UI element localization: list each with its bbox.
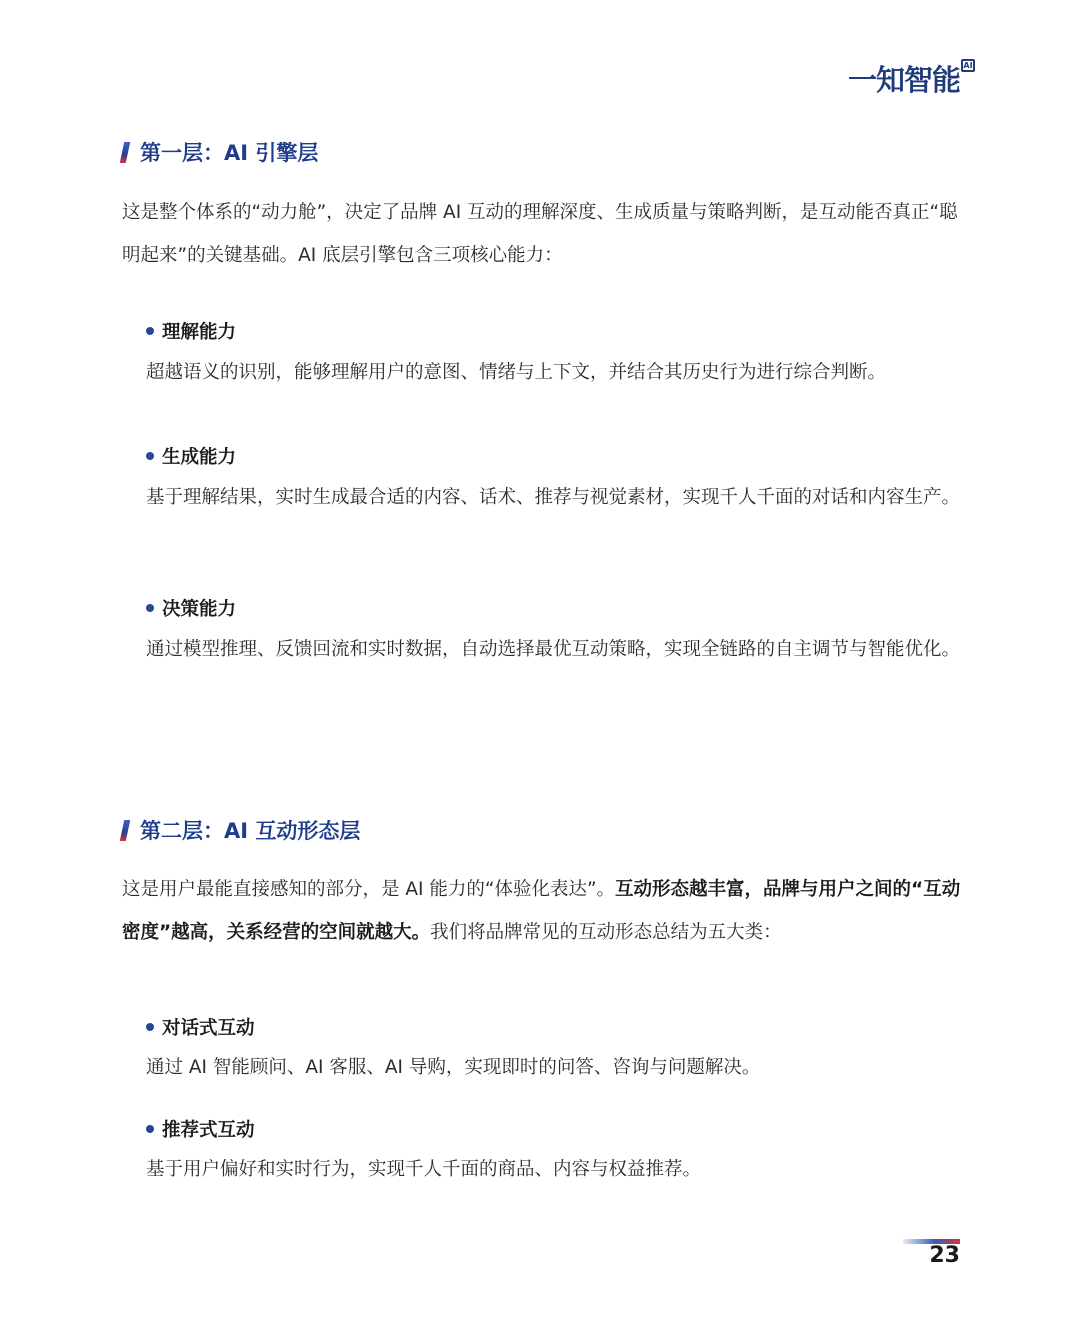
bullet-dot-icon xyxy=(146,327,154,335)
item-title-text: 生成能力 xyxy=(162,447,237,468)
section1-item-3-title xyxy=(146,595,236,621)
page-number: 23 xyxy=(929,1243,960,1268)
section2-intro-part2: 我们将品牌常见的互动形态总结为五大类： xyxy=(430,922,782,943)
section1-intro: 这是整个体系的“动力舱”，决定了品牌 AI 互动的理解深度、生成质量与策略判断，是互动能否真正“聪明起来”的关键基础。AI 底层引擎包含三项核心能力： xyxy=(122,202,958,266)
section2-item-2-desc: 基于用户偏好和实时行为，实现千人千面的商品、内容与权益推荐。 xyxy=(146,1159,702,1180)
item-title-text: 决策能力 xyxy=(162,599,237,620)
bullet-dot-icon xyxy=(146,604,154,612)
heading-accent-bar xyxy=(120,142,130,163)
item-title-text: 推荐式互动 xyxy=(162,1120,255,1141)
bullet-dot-icon xyxy=(146,452,154,460)
section2-item-1-title xyxy=(146,1014,255,1040)
section2-intro xyxy=(122,868,962,954)
section1-item-2-title xyxy=(146,443,236,469)
item-title-text: 对话式互动 xyxy=(162,1018,255,1039)
section1-item-3-desc: 通过模型推理、反馈回流和实时数据，自动选择最优互动策略，实现全链路的自主调节与智能优化。 xyxy=(146,639,961,660)
section1-heading-text: 第一层：AI 引擎层 xyxy=(140,141,319,165)
bullet-dot-icon xyxy=(146,1125,154,1133)
section1-item-1-title xyxy=(146,318,236,344)
brand-logo: 一知智能 xyxy=(848,63,961,97)
section1-heading xyxy=(122,137,318,167)
section2-item-2-title xyxy=(146,1116,255,1142)
section2-heading-text: 第二层：AI 互动形态层 xyxy=(140,819,361,843)
bullet-dot-icon xyxy=(146,1023,154,1031)
brand-badge: AI xyxy=(961,59,975,72)
section2-intro-part1: 这是用户最能直接感知的部分，是 AI 能力的“体验化表达”。 xyxy=(122,879,616,900)
section1-item-1-desc: 超越语义的识别，能够理解用户的意图、情绪与上下文，并结合其历史行为进行综合判断。 xyxy=(146,362,887,383)
section2-heading xyxy=(122,815,360,845)
section2-item-1-desc: 通过 AI 智能顾问、AI 客服、AI 导购，实现即时的问答、咨询与问题解决。 xyxy=(146,1057,761,1078)
heading-accent-bar xyxy=(120,820,130,841)
section1-item-2-desc: 基于理解结果，实时生成最合适的内容、话术、推荐与视觉素材，实现千人千面的对话和内容生产。 xyxy=(146,487,961,508)
item-title-text: 理解能力 xyxy=(162,322,237,343)
section2-intro-bold: 互动形态越丰富，品牌与用户之间的“互动密度”越高，关系经营的空间就越大。 xyxy=(122,879,961,943)
